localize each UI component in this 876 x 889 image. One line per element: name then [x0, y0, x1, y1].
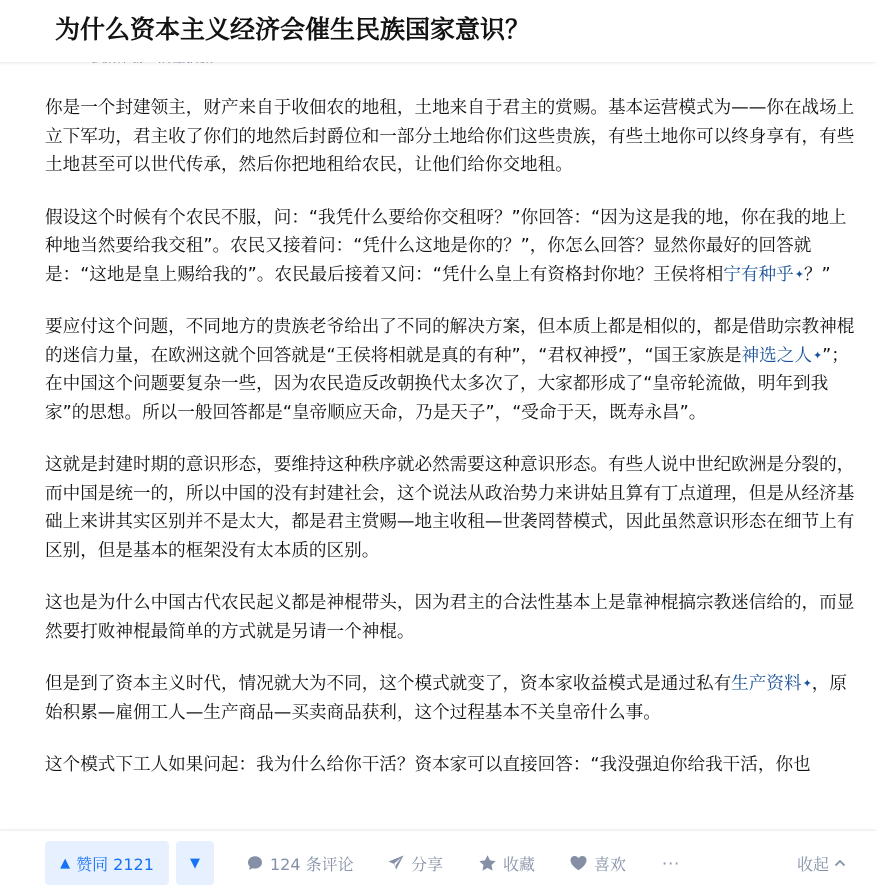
triangle-down-icon: ▼: [190, 855, 200, 871]
upvote-label: 赞同 2121: [76, 854, 154, 874]
share-button[interactable]: [387, 841, 443, 885]
sparkle-icon: ✦: [794, 267, 804, 281]
search-link-shenxuanzhiren[interactable]: [742, 346, 823, 366]
search-link-ningyouzhonghu[interactable]: [723, 265, 804, 285]
downvote-button[interactable]: [176, 841, 214, 885]
paragraph-text: 这个模式下工人如果问起：我为什么给你干活？资本家可以直接回答：“我没强迫你给我干活，你也: [45, 755, 811, 775]
search-link-shengchanziliao[interactable]: [731, 674, 812, 694]
link-text: 宁有种乎: [723, 264, 794, 285]
paragraph: [45, 589, 863, 646]
chevron-up-icon: [833, 856, 847, 870]
paragraph-text: 你是一个封建领主，财产来自于收佃农的地租，土地来自于君主的赏赐。基本运营模式为——你在战场上立下军功，君主收了你们的地然后封爵位和一部分土地给你们这些贵族，有些土地你可以终身享有，有些土地甚至可以世代传承，然后你把地租给农民，让他们给你交地租。: [45, 98, 855, 175]
paragraph-text: 这也是为什么中国古代农民起义都是神棍带头，因为君主的合法性基本上是靠神棍搞宗教迷信给的，而显然要打败神棍最简单的方式就是另请一个神棍。: [45, 593, 855, 642]
comments-label: 124 条评论: [270, 854, 354, 874]
like-label: 喜欢: [594, 854, 627, 874]
triangle-up-icon: ▲: [60, 855, 71, 871]
paragraph: [45, 94, 863, 180]
collapse-label: 收起: [797, 854, 830, 874]
heart-icon: [569, 854, 588, 872]
paragraph: [45, 451, 863, 565]
more-dots-icon: ···: [662, 853, 681, 873]
link-text: 神选之人: [741, 345, 812, 366]
paragraph-text: ，原始积累—雇佣工人—生产商品—买卖商品获利，这个过程基本不关皇帝什么事。: [45, 674, 847, 723]
sparkle-icon: ✦: [802, 677, 812, 690]
sparkle-icon: ✦: [812, 348, 823, 362]
star-icon: [478, 854, 497, 872]
paragraph-text: 这就是封建时期的意识形态，要维持这种秩序就必然需要这种意识形态。有些人说中世纪欧洲是分裂的，而中国是统一的，所以中国的没有封建社会，这个说法从政治势力来讲姑且算有丁点道理，但是从经济基础上来讲其实区别并不是太大，都是君主赏赐—地主收租—世袭罔替模式，因此虽然意识形态在细节上有区别，但是基本的框架没有太本质的区别。: [45, 455, 855, 561]
paragraph-text: 要应付这个问题，不同地方的贵族老爷给出了不同的解决方案，但本质上都是相似的，都是借助宗教神棍的迷信力量，在欧洲这就个回答就是“王侯将相就是真的有种”，“君权神授”，“国王家族是: [45, 317, 855, 366]
share-label: 分享: [411, 854, 444, 874]
collect-label: 收藏: [503, 854, 536, 874]
upvote-button[interactable]: [45, 841, 169, 885]
paragraph: [45, 204, 863, 290]
collapse-button[interactable]: [797, 841, 847, 885]
action-bar: [0, 831, 876, 889]
comment-icon: [246, 854, 264, 872]
paragraph: [45, 751, 863, 780]
paragraph-text: ”；在中国这个问题要复杂一些，因为农民造反改朝换代太多次了，大家都形成了“皇帝轮流做，明年到我家”的思想。所以一般回答都是“皇帝顺应天命，乃是天子”，“受命于天，既寿永昌”。: [45, 345, 849, 423]
content-fade: [0, 812, 876, 832]
paragraph-text: 但是到了资本主义时代，情况就大为不同，这个模式就变了，资本家收益模式是通过私有: [45, 674, 732, 694]
paragraph: [45, 670, 863, 727]
answer-content: [45, 94, 863, 804]
more-button[interactable]: [662, 841, 680, 885]
link-text: 生产资料: [731, 674, 802, 694]
question-title[interactable]: 为什么资本主义经济会催生民族国家意识？: [55, 15, 531, 44]
paragraph-text: ？”: [803, 264, 831, 285]
comments-button[interactable]: [246, 841, 354, 885]
like-button[interactable]: [569, 841, 626, 885]
sticky-question-header: [0, 0, 876, 62]
paper-plane-icon: [387, 854, 405, 872]
paragraph: [45, 313, 863, 427]
collect-button[interactable]: [478, 841, 535, 885]
paragraph-text: 假设这个时候有个农民不服，问：“我凭什么要给你交租呀？”你回答：“因为这是我的地，你在我的地上种地当然要给我交租”。农民又接着问：“凭什么这地是你的？”，你怎么回答？显然你最好的回答就是：“这地是皇上赐给我的”。农民最后接着又问：“凭什么皇上有资格封你地？王侯将相: [45, 207, 847, 285]
